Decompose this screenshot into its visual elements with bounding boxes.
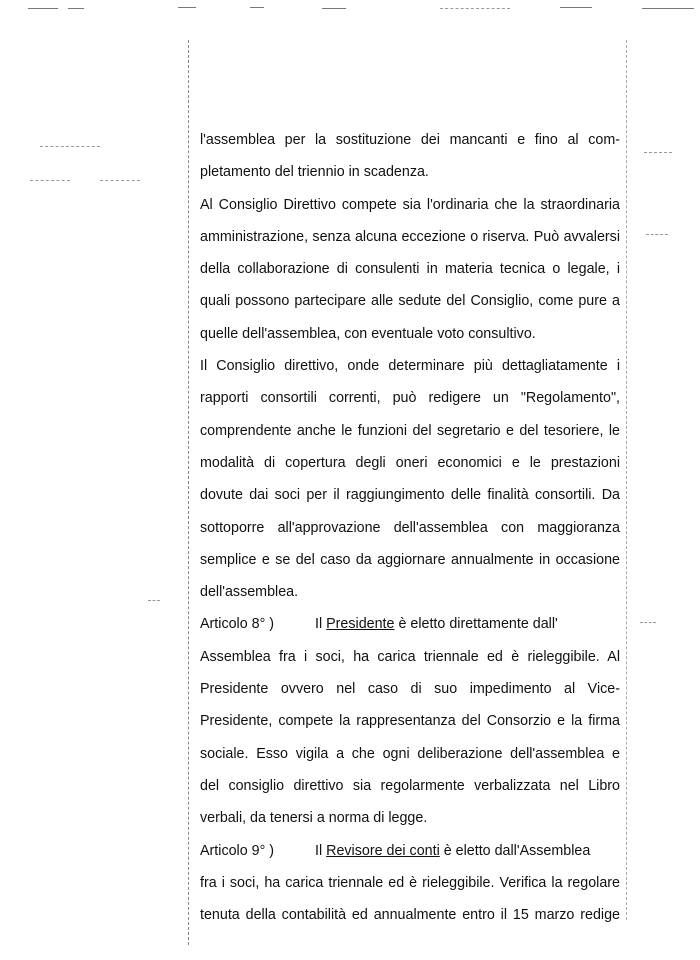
text-line: del consiglio direttivo sia regolarmente verbalizzata nel Libro (200, 777, 620, 794)
scan-mark (178, 7, 196, 8)
text-line: comprendente anche le funzioni del segretario e del tesoriere, le (200, 422, 620, 439)
article-text: Il (315, 616, 327, 633)
scan-mark (68, 8, 84, 9)
document-body (200, 124, 620, 931)
scan-mark (100, 180, 140, 181)
text-line: Presidente, compete la rappresentanza del Consorzio e la firma (200, 713, 620, 730)
article-text: è eletto direttamente dall' (394, 616, 558, 633)
scan-mark (440, 8, 510, 9)
text-line: Al Consiglio Direttivo compete sia l'ordinaria che la straordinaria (200, 196, 620, 213)
right-margin-line (626, 40, 627, 920)
scan-mark (148, 600, 160, 601)
scan-mark (646, 234, 668, 235)
left-margin-line (188, 40, 189, 945)
scan-mark (644, 152, 672, 153)
text-line: pletamento del triennio in scadenza. (200, 164, 429, 181)
underlined-term: Revisore dei conti (326, 842, 440, 859)
text-line: verbali, da tenersi a norma di legge. (200, 810, 428, 827)
article-text: è eletto dall'Assemblea (439, 842, 591, 859)
text-line: quali possono partecipare alle sedute del Consiglio, come pure a (200, 293, 620, 310)
text-line: quelle dell'assemblea, con eventuale voto consultivo. (200, 325, 536, 342)
scan-mark (28, 8, 58, 9)
text-line: Assemblea fra i soci, ha carica triennale ed è rieleggibile. Al (200, 648, 620, 665)
text-line: fra i soci, ha carica triennale ed è rieleggibile. Verifica la regolare (200, 874, 620, 891)
text-line: rapporti consortili correnti, può redigere un "Regolamento", (200, 390, 620, 407)
text-line: modalità di copertura degli oneri economici e le prestazioni (200, 454, 620, 471)
article-8-heading (200, 608, 620, 640)
text-line: sociale. Esso vigila a che ogni deliberazione dell'assemblea e (200, 745, 620, 762)
scan-mark (642, 8, 694, 9)
article-label: Articolo 9° ) (200, 842, 275, 859)
text-line: tenuta della contabilità ed annualmente entro il 15 marzo redige (200, 907, 620, 924)
article-9-heading (200, 835, 620, 867)
text-line: dovute dai soci per il raggiungimento delle finalità consortili. Da (200, 487, 620, 504)
scan-mark (640, 622, 656, 623)
scan-mark (30, 180, 70, 181)
text-line: dell'assemblea. (200, 584, 299, 601)
scan-mark (560, 7, 592, 8)
text-line: l'assemblea per la sostituzione dei mancanti e fino al com- (200, 132, 620, 148)
underlined-term: Presidente (326, 616, 395, 633)
text-line: Il Consiglio direttivo, onde determinare più dettagliatamente i (200, 358, 620, 375)
text-line: amministrazione, senza alcuna eccezione o riserva. Può avvalersi (200, 228, 620, 245)
text-line: Presidente ovvero nel caso di suo impedimento al Vice- (200, 681, 620, 698)
scan-mark (322, 8, 346, 9)
text-line: semplice e se del caso da aggiornare annualmente in occasione (200, 551, 620, 568)
article-label: Articolo 8° ) (200, 616, 275, 633)
text-line: della collaborazione di consulenti in materia tecnica o legale, i (200, 261, 620, 278)
article-text: Il (315, 842, 327, 859)
scan-mark (250, 7, 264, 8)
text-line: sottoporre all'approvazione dell'assemblea con maggioranza (200, 519, 620, 536)
scan-mark (40, 146, 100, 147)
